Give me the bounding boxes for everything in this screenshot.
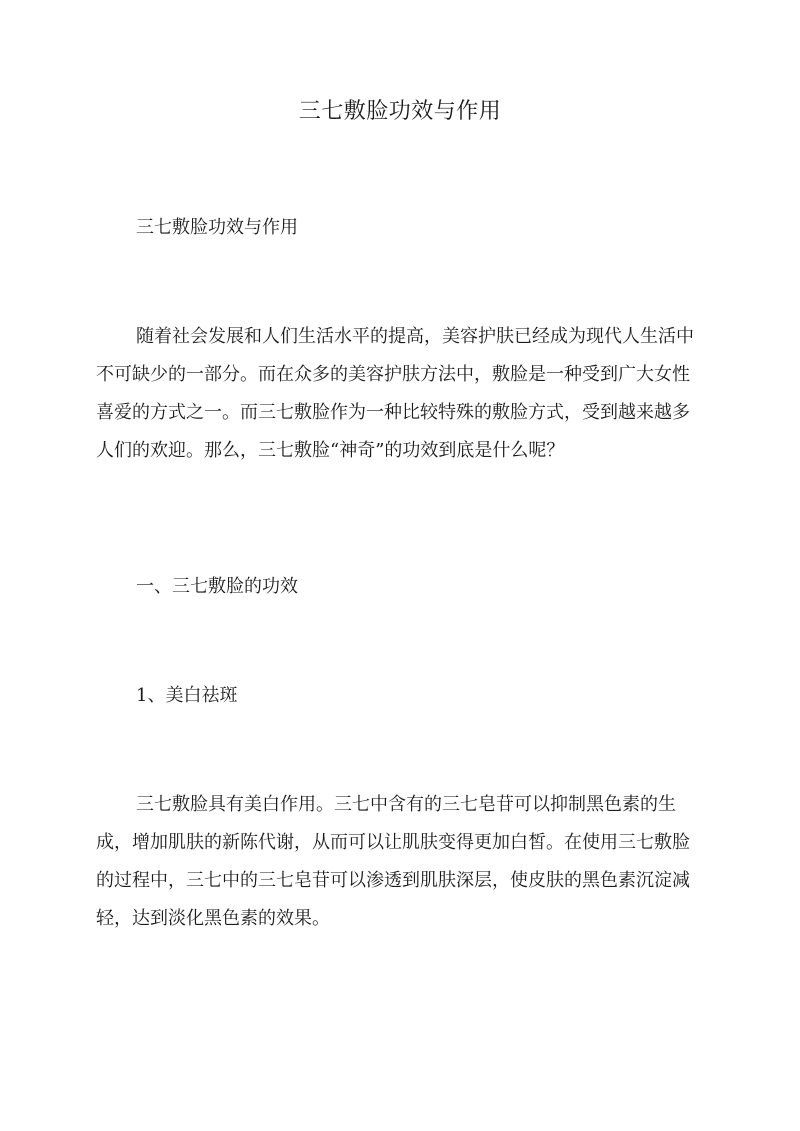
item-heading-whitening: 1、美白祛斑 xyxy=(136,685,238,706)
intro-paragraph: 随着社会发展和人们生活水平的提高，美容护肤已经成为现代人生活中不可缺少的一部分。而在众多的美容护肤方法中，敷脸是一种受到广大女性喜爱的方式之一。而三七敷脸作为一种比较特殊的敷脸方式，受到越来越多人们的欢迎。那么，三七敷脸“神奇”的功效到底是什么呢？ xyxy=(96,326,694,461)
document-title: 三七敷脸功效与作用 xyxy=(298,99,502,124)
item-paragraph-whitening: 三七敷脸具有美白作用。三七中含有的三七皂苷可以抑制黑色素的生成，增加肌肤的新陈代谢，从而可以让肌肤变得更加白皙。在使用三七敷脸的过程中，三七中的三七皂苷可以渗透到肌肤深层，使皮肤的黑色素沉淀减轻，达到淡化黑色素的效果。 xyxy=(96,794,690,929)
document-subtitle: 三七敷脸功效与作用 xyxy=(136,217,298,238)
section-heading-effects: 一、三七敷脸的功效 xyxy=(136,576,298,597)
